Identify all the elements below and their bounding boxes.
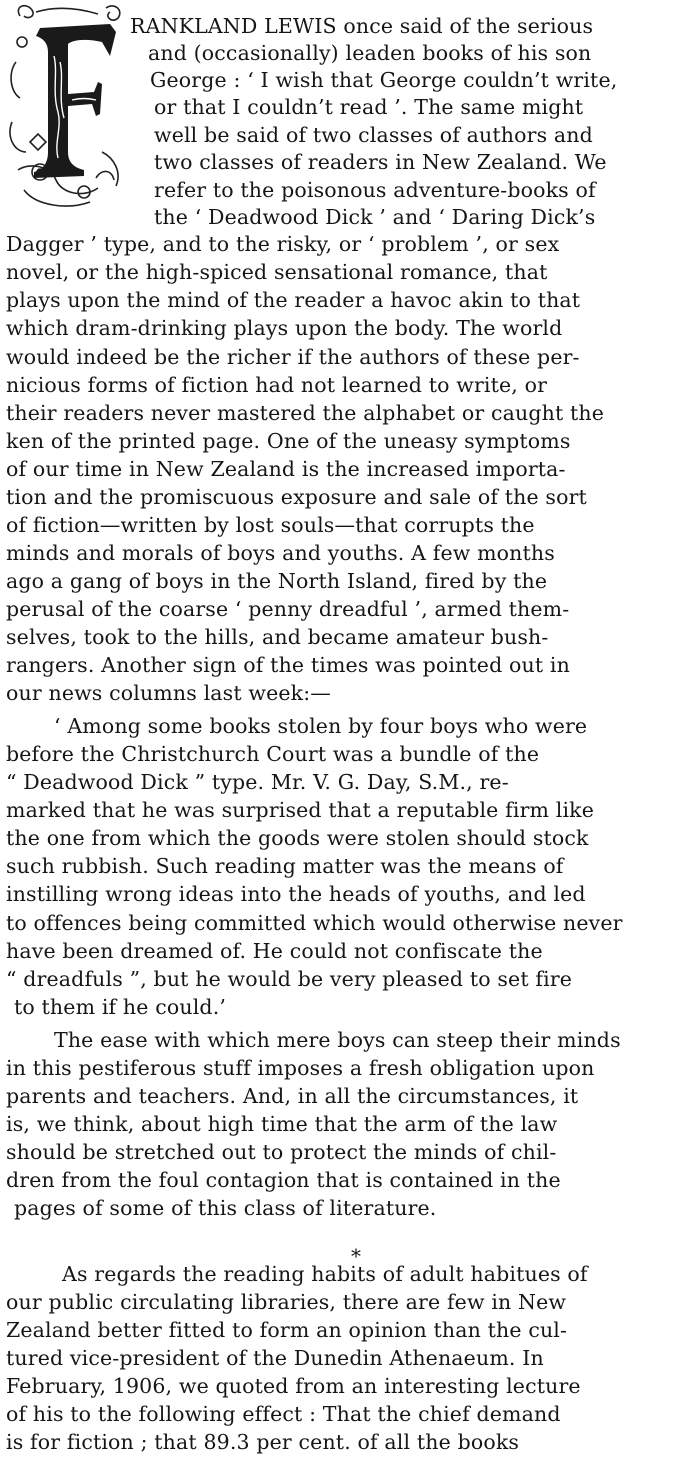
article-page <box>6 0 688 1460</box>
body-line: parents and teachers. And, in all the circumstances, it <box>6 1083 579 1108</box>
body-line: ken of the printed page. One of the uneasy symptoms <box>6 428 571 453</box>
quote-line: to offences being committed which would otherwise never <box>6 910 623 935</box>
body-line: their readers never mastered the alphabet or caught the <box>6 400 605 425</box>
quote-line: ‘ Among some books stolen by four boys who were <box>54 714 588 739</box>
quote-line: instilling wrong ideas into the heads of youths, and led <box>6 882 586 907</box>
body-line: As regards the reading habits of adult habitues of <box>62 1261 588 1286</box>
quote-line: before the Christchurch Court was a bundle of the <box>6 742 540 767</box>
body-line: pages of some of this class of literature. <box>14 1195 437 1220</box>
opening-line: two classes of readers in New Zealand. We <box>154 150 607 174</box>
body-line: nicious forms of fiction had not learned to write, or <box>6 372 548 397</box>
body-line: in this pestiferous stuff imposes a fresh obligation upon <box>6 1055 595 1080</box>
body-line: is for fiction ; that 89.3 per cent. of all the books <box>6 1430 520 1454</box>
body-line: minds and morals of boys and youths. A few months <box>6 540 555 565</box>
body-line: is, we think, about high time that the arm of the law <box>6 1111 558 1136</box>
opening-line: RANKLAND LEWIS once said of the serious <box>130 13 594 38</box>
body-line: ago a gang of boys in the North Island, fired by the <box>6 568 548 593</box>
body-line: tured vice-president of the Dunedin Athenaeum. In <box>6 1345 544 1370</box>
body-line: tion and the promiscuous exposure and sale of the sort <box>6 484 587 509</box>
body-line: of fiction—written by lost souls—that corrupts the <box>6 512 535 537</box>
body-line: our news columns last week:— <box>6 681 331 706</box>
quote-line: have been dreamed of. He could not confiscate the <box>6 938 543 963</box>
opening-line: the ‘ Deadwood Dick ’ and ‘ Daring Dick’s <box>154 205 596 230</box>
body-line: plays upon the mind of the reader a havoc akin to that <box>6 288 581 313</box>
body-line: should be stretched out to protect the minds of chil- <box>6 1139 557 1164</box>
body-line: would indeed be the richer if the authors of these per- <box>6 344 580 369</box>
ornamental-dropcap-f-icon <box>6 2 130 214</box>
body-line: of his to the following effect : That the chief demand <box>6 1401 561 1426</box>
section-separator: * <box>351 1244 361 1269</box>
body-line: selves, took to the hills, and became amateur bush- <box>6 625 549 650</box>
body-line: The ease with which mere boys can steep their minds <box>54 1027 621 1052</box>
body-line: perusal of the coarse ‘ penny dreadful ’, armed them- <box>6 597 570 621</box>
body-line: Dagger ’ type, and to the risky, or ‘ problem ’, or sex <box>6 232 560 257</box>
body-line: February, 1906, we quoted from an interesting lecture <box>6 1373 581 1398</box>
quote-line: marked that he was surprised that a reputable firm like <box>6 798 595 823</box>
body-line: our public circulating libraries, there are few in New <box>6 1289 567 1314</box>
opening-line: and (occasionally) leaden books of his son <box>148 40 592 65</box>
body-line: rangers. Another sign of the times was pointed out in <box>6 653 570 678</box>
quote-line: “ Deadwood Dick ” type. Mr. V. G. Day, S.M., re- <box>6 770 509 795</box>
body-line: novel, or the high-spiced sensational romance, that <box>6 260 548 285</box>
body-line: Zealand better fitted to form an opinion than the cul- <box>6 1317 568 1342</box>
body-line: which dram-drinking plays upon the body. The world <box>6 316 563 341</box>
opening-line: refer to the poisonous adventure-books of <box>154 178 596 203</box>
body-line: of our time in New Zealand is the increased importa- <box>6 456 566 481</box>
opening-line: or that I couldn’t read ’. The same might <box>154 94 584 119</box>
opening-line: well be said of two classes of authors and <box>154 122 593 147</box>
body-line: dren from the foul contagion that is contained in the <box>6 1167 561 1192</box>
quote-line: “ dreadfuls ”, but he would be very pleased to set fire <box>6 966 573 991</box>
quote-line: to them if he could.’ <box>14 994 227 1019</box>
quote-line: the one from which the goods were stolen should stock <box>6 826 589 851</box>
quote-line: such rubbish. Such reading matter was the means of <box>6 854 564 879</box>
opening-line: George : ‘ I wish that George couldn’t write, <box>150 67 618 92</box>
